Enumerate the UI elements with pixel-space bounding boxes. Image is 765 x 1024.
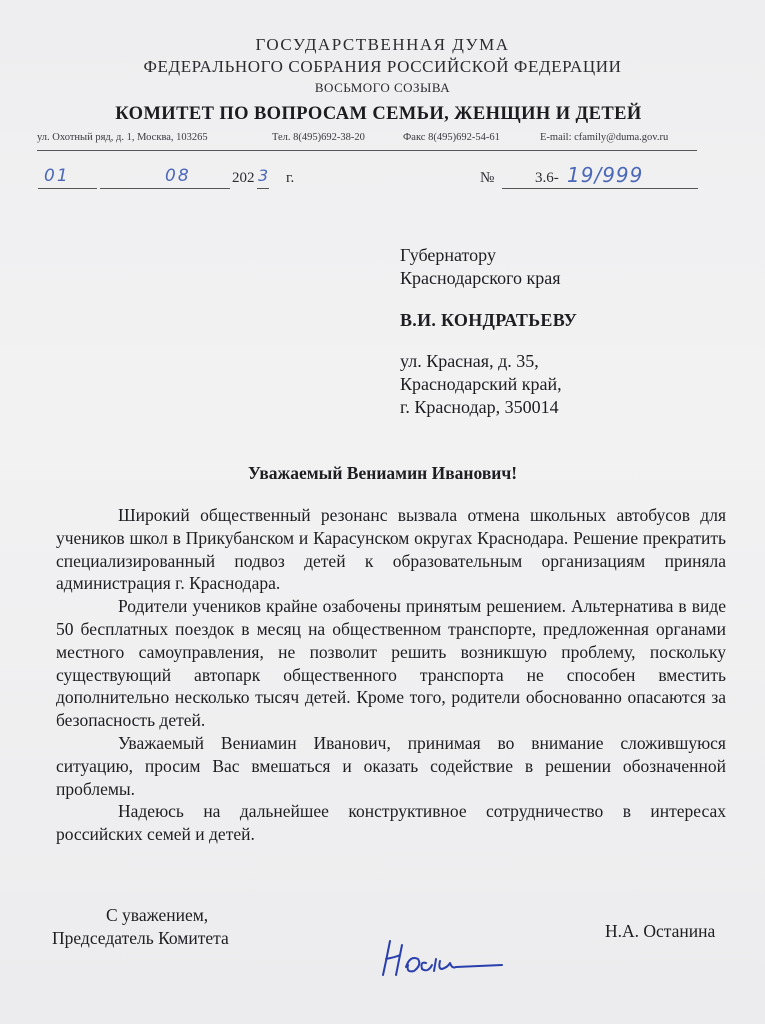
addressee-position-2: Краснодарского края — [400, 268, 561, 288]
reg-year-underline — [257, 188, 269, 189]
contact-fax: Факс 8(495)692-54-61 — [403, 132, 500, 143]
reg-day: 01 — [44, 166, 70, 186]
header-committee: КОМИТЕТ ПО ВОПРОСАМ СЕМЬИ, ЖЕНЩИН И ДЕТЕЙ — [115, 104, 642, 124]
addressee-region: Краснодарский край, — [400, 374, 562, 394]
letter-body — [56, 504, 726, 846]
reg-number-underline — [502, 188, 698, 189]
paragraph-4: Надеюсь на дальнейшее конструктивное сотрудничество в интересах российских семей и детей. — [56, 801, 726, 845]
paragraph-3: Уважаемый Вениамин Иванович, принимая во внимание сложившуюся ситуацию, просим Вас вмешаться и оказать содействие в решении обозначенной проблемы. — [56, 732, 726, 799]
reg-year-prefix: 202 — [232, 170, 255, 186]
reg-number-handwritten: 19/999 — [567, 163, 644, 187]
addressee-name-text: В.И. КОНДРАТЬЕВУ — [400, 310, 578, 330]
addressee-name — [400, 310, 577, 331]
reg-number-mark: № — [480, 170, 495, 186]
reg-year-suffix: 3 — [258, 166, 269, 185]
header-convocation: ВОСЬМОГО СОЗЫВА — [314, 80, 451, 95]
closing-title: Председатель Комитета — [52, 928, 229, 948]
reg-number-printed: 3.6- — [535, 170, 559, 186]
reg-month: 08 — [165, 166, 191, 186]
reg-month-underline — [100, 188, 230, 189]
handwritten-signature — [376, 935, 516, 985]
closing-signatory: Н.А. Останина — [605, 921, 716, 941]
header-state-duma: ГОСУДАРСТВЕННАЯ ДУМА — [255, 35, 510, 54]
paragraph-2: Родители учеников крайне озабочены принятым решением. Альтернатива в виде 50 бесплатных поездок в месяц на общественном транспорте, предложенная органами местного самоуправления, не позволит решить возникшую проблему, поскольку существующий автопарк общественного транспорта не способен вместить дополнительно несколько тысяч детей. Кроме того, родители обоснованно опасаются за безопасность детей. — [56, 596, 726, 731]
addressee-position-1: Губернатору — [400, 245, 496, 265]
contact-phone: Тел. 8(495)692-38-20 — [272, 132, 365, 143]
contact-address: ул. Охотный ряд, д. 1, Москва, 103265 — [37, 132, 208, 143]
contacts-line — [37, 132, 697, 151]
addressee-street: ул. Красная, д. 35, — [400, 351, 539, 371]
header-federal-assembly: ФЕДЕРАЛЬНОГО СОБРАНИЯ РОССИЙСКОЙ ФЕДЕРАЦИИ — [143, 57, 622, 76]
greeting: Уважаемый Вениамин Иванович! — [247, 463, 518, 483]
closing-regards: С уважением, — [106, 905, 209, 925]
reg-year-mark: г. — [286, 170, 295, 186]
contact-email: E-mail: cfamily@duma.gov.ru — [540, 132, 669, 143]
reg-day-underline — [38, 188, 97, 189]
paragraph-1: Широкий общественный резонанс вызвала отмена школьных автобусов для учеников школ в Прикубанском и Карасунском округах Краснодара. Решение прекратить специализированный подвоз детей к образовательным организациям приняла администрация г. Краснодара. — [56, 505, 726, 594]
addressee-city: г. Краснодар, 350014 — [400, 397, 559, 417]
